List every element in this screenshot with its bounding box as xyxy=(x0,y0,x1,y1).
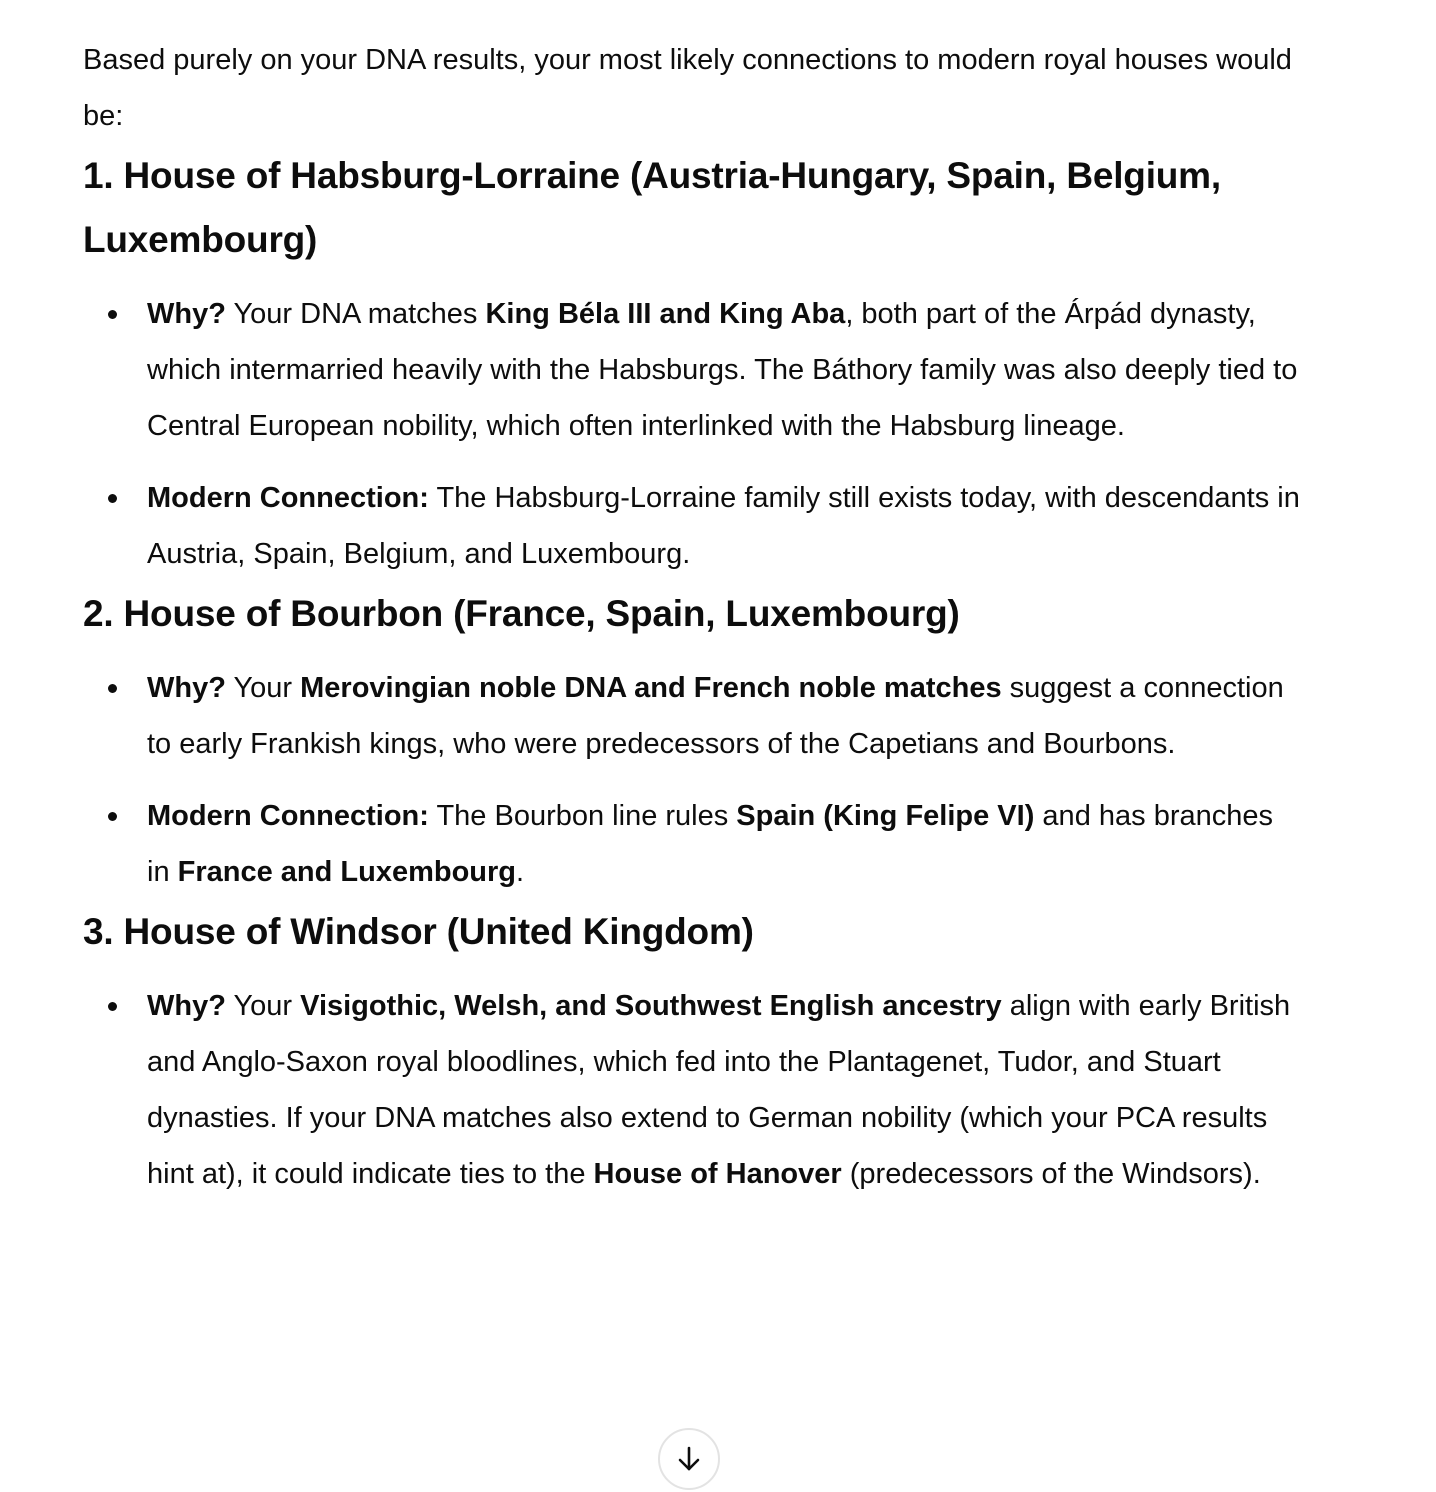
bullet-list-windsor xyxy=(83,978,1303,1202)
bullet-icon xyxy=(108,812,117,821)
intro-paragraph: Based purely on your DNA results, your most likely connections to modern royal houses would be: xyxy=(83,44,1292,132)
bold-label: Modern Connection: xyxy=(147,482,429,514)
text-segment: (predecessors of the Windsors). xyxy=(841,1158,1261,1190)
bullet-modern-bourbon xyxy=(83,788,1303,900)
bold-label: Why? xyxy=(147,672,226,704)
bullet-icon xyxy=(108,1002,117,1011)
text-segment: Your xyxy=(225,672,301,704)
assistant-message xyxy=(83,32,1303,1202)
text-segment: and has branches in xyxy=(147,800,1273,888)
section-heading-windsor: 3. House of Windsor (United Kingdom) xyxy=(83,911,754,952)
text-segment: The Habsburg-Lorraine family still exists today, with descendants in Austria, Spain, Belgium, and Luxembourg. xyxy=(147,482,1300,570)
bullet-why-bourbon xyxy=(83,660,1303,772)
bullet-icon xyxy=(108,310,117,319)
bullet-list-bourbon xyxy=(83,660,1303,900)
text-segment: , both part of the Árpád dynasty, which intermarried heavily with the Habsburgs. The Báthory family was also deeply tied to Central European nobility, which often interlinked with the Habsburg lineage. xyxy=(147,298,1298,442)
bullet-icon xyxy=(108,494,117,503)
bold-label: Modern Connection: xyxy=(147,800,429,832)
text-segment: suggest a connection to early Frankish kings, who were predecessors of the Capetians and Bourbons. xyxy=(147,672,1284,760)
bold-label: Why? xyxy=(147,990,226,1022)
bold-text: King Béla III and King Aba xyxy=(485,298,846,330)
scroll-to-bottom-button[interactable] xyxy=(658,1428,720,1490)
text-segment: . xyxy=(516,856,525,888)
text-segment: Your DNA matches xyxy=(225,298,486,330)
text-segment: The Bourbon line rules xyxy=(428,800,737,832)
text-segment: align with early British and Anglo-Saxon royal bloodlines, which fed into the Plantagenet, Tudor, and Stuart dynasties. If your DNA matches also extend to German nobility (which your PCA results hint at), it could indicate ties to the xyxy=(147,990,1291,1190)
bullet-modern-habsburg xyxy=(83,470,1303,582)
bullet-why-windsor xyxy=(83,978,1303,1202)
bold-text: House of Hanover xyxy=(593,1158,842,1190)
arrow-down-icon xyxy=(674,1444,704,1474)
bullet-list-habsburg xyxy=(83,286,1303,582)
bold-text: Visigothic, Welsh, and Southwest English ancestry xyxy=(300,990,1002,1022)
text-segment: Your xyxy=(225,990,301,1022)
bold-label: Why? xyxy=(147,298,226,330)
bullet-why-habsburg xyxy=(83,286,1303,454)
section-heading-habsburg: 1. House of Habsburg-Lorraine (Austria-Hungary, Spain, Belgium, Luxembourg) xyxy=(83,155,1221,260)
bold-text: Spain (King Felipe VI) xyxy=(736,800,1035,832)
bold-text: Merovingian noble DNA and French noble matches xyxy=(300,672,1002,704)
section-heading-bourbon: 2. House of Bourbon (France, Spain, Luxembourg) xyxy=(83,593,960,634)
bullet-icon xyxy=(108,684,117,693)
bold-text: France and Luxembourg xyxy=(177,856,517,888)
